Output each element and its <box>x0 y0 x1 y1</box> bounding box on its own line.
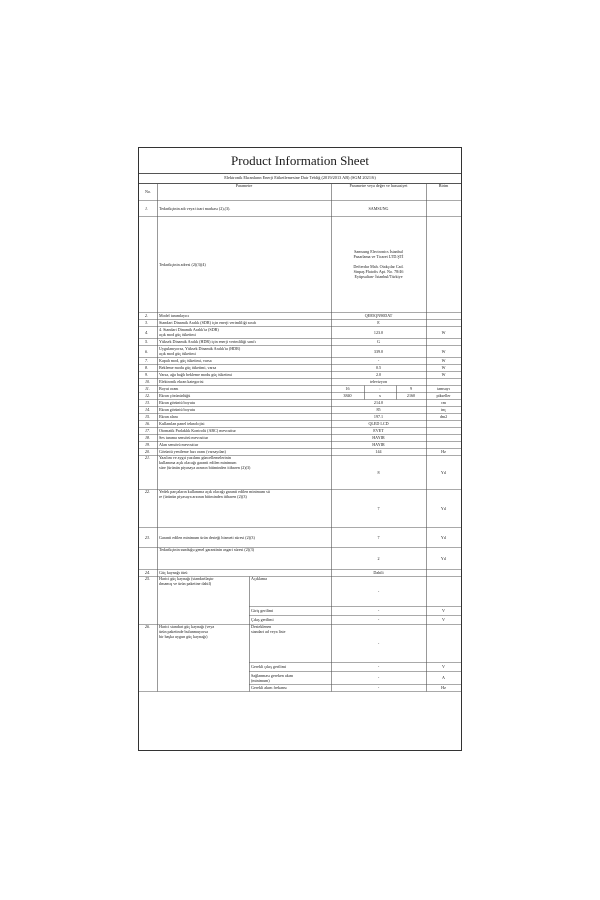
row-unit-text: Hz <box>441 449 446 454</box>
row-label <box>157 427 333 434</box>
row-unit-text: tamsayı <box>437 386 450 391</box>
row-label <box>157 527 333 547</box>
sub-row-value <box>331 662 426 671</box>
sub-row-unit <box>426 576 461 606</box>
row-value <box>331 527 426 547</box>
row-value <box>331 345 426 357</box>
row-number-text: 23. <box>145 534 151 540</box>
sub-row-value <box>331 671 426 684</box>
row-number-text: 20. <box>145 449 151 454</box>
header-value <box>331 183 426 200</box>
row-unit <box>426 413 461 420</box>
row-label <box>157 200 333 216</box>
row-unit <box>426 345 461 357</box>
parameter-table <box>139 183 461 751</box>
row-label <box>157 569 333 576</box>
row-unit <box>426 312 461 319</box>
row-label-text: Güç kaynağı türü <box>159 570 188 575</box>
row-label <box>157 378 333 385</box>
row-value <box>331 312 426 319</box>
row-unit-text: Yıl <box>440 505 447 511</box>
row-unit <box>426 216 461 312</box>
row-value-text: 214.0 <box>373 400 384 405</box>
row-value <box>331 455 426 489</box>
sub-row-label-text: Sağlanması gereken akım (minimum) <box>251 672 294 683</box>
row-value <box>331 427 426 434</box>
row-unit-text: dm2 <box>439 414 448 419</box>
row-value-text: E <box>377 320 380 325</box>
row-label-text: Standart Dinamik Aralık (SDR) için enerji verimliliği sınıfı <box>159 320 257 325</box>
row-unit-text: Yıl <box>440 469 447 475</box>
row-unit <box>426 434 461 441</box>
row-unit <box>426 406 461 413</box>
row-value-text: televizyon <box>369 379 388 384</box>
row-number-text: 1. <box>145 205 149 211</box>
row-value-part <box>396 385 426 392</box>
row-unit-text: W <box>441 358 446 363</box>
row-label <box>157 326 333 338</box>
row-unit <box>426 319 461 326</box>
sub-row-value-text: - <box>377 608 380 613</box>
row-value-part-text: x <box>378 393 382 398</box>
row-unit <box>426 441 461 448</box>
row-label <box>157 392 333 399</box>
row-label-text: Garanti edilen minimum ürün desteği hizmeti süresi (2)(3) <box>159 534 255 540</box>
sub-row-value <box>331 606 426 615</box>
row-label-text: Uygulanıyorsa, Yüksek Dinamik Aralık'ta (HDR) açık mod güç tüketimi <box>159 346 241 356</box>
row-label <box>157 371 333 378</box>
row-value <box>331 399 426 406</box>
row-label <box>157 489 333 527</box>
row-unit <box>426 326 461 338</box>
row-unit <box>426 547 461 569</box>
row-label-text: Model tanımlayıcı <box>159 313 190 318</box>
row-label <box>157 624 251 691</box>
row-unit <box>426 427 461 434</box>
row-label-text: Ekran çözünürlüğü <box>159 393 191 398</box>
row-value-part <box>331 385 364 392</box>
row-number-text: 26. <box>145 624 151 629</box>
row-value-text: 339.0 <box>373 348 384 354</box>
row-label <box>157 547 333 569</box>
row-label-text: Kullanılan panel teknolojisi <box>159 421 205 426</box>
row-number-text: 2. <box>145 313 149 318</box>
row-label <box>157 385 333 392</box>
row-value <box>331 569 426 576</box>
sub-row-value <box>331 576 426 606</box>
row-label <box>157 576 251 624</box>
row-value-part-text: 2160 <box>406 393 416 398</box>
row-value-text: Dahili <box>373 570 384 575</box>
row-unit-text: inç <box>440 407 446 412</box>
row-label-text: Boyut oranı <box>159 386 179 391</box>
sub-row-label <box>249 606 333 615</box>
row-value-part <box>364 392 396 399</box>
sub-row-label-text: Gerekli akım frekansı <box>251 685 287 690</box>
sub-row-unit-text: V <box>442 617 445 622</box>
row-unit <box>426 357 461 364</box>
row-value <box>331 441 426 448</box>
sub-row-value-text: - <box>377 664 380 669</box>
row-label-text: Harici güç kaynağı (standartlaştır ılmamış ve ürün paketine dahil) <box>159 576 214 586</box>
row-value <box>331 338 426 345</box>
sub-row-unit <box>426 662 461 671</box>
row-value-text: 7 <box>377 534 380 540</box>
sub-row-value-text: - <box>377 675 380 680</box>
row-number-text: 18. <box>145 435 151 440</box>
row-unit <box>426 448 461 455</box>
row-value <box>331 434 426 441</box>
row-value <box>331 448 426 455</box>
row-label <box>157 420 333 427</box>
row-unit-text: W <box>441 348 446 354</box>
row-unit-text: pikseller <box>436 393 451 398</box>
sub-row-label-text: Çıkış gerilimi <box>251 617 274 622</box>
row-value <box>331 319 426 326</box>
header-unit-text: Birim <box>438 183 449 188</box>
row-value <box>331 489 426 527</box>
sub-row-unit-text: V <box>442 664 445 669</box>
row-number-text: 8. <box>145 365 149 370</box>
sheet-title: Product Information Sheet <box>139 148 461 174</box>
sub-row-value <box>331 615 426 624</box>
row-number-text: 5. <box>145 339 149 344</box>
sub-row-unit <box>426 671 461 684</box>
row-label-text: Elektronik ekran kategorisi <box>159 379 204 384</box>
sub-row-unit <box>426 615 461 624</box>
row-value <box>331 364 426 371</box>
sub-row-value <box>331 624 426 662</box>
row-unit <box>426 392 461 399</box>
row-value-text: 0.5 <box>375 365 382 370</box>
row-value-text: QE85QN90DAT <box>364 313 393 318</box>
sub-row-label <box>249 615 333 624</box>
row-unit-text: Yıl <box>440 555 447 561</box>
regulation-line: Elektronik Ekranların Enerji Etiketlemesine Dair Tebliğ (2019/2013 AB) (SGM 2021/6) <box>139 173 461 184</box>
row-unit <box>426 489 461 527</box>
row-value-text: - <box>377 358 380 363</box>
sub-row-label <box>249 576 333 606</box>
row-value <box>331 357 426 364</box>
row-value-text: Samsung Electronics İstanbul Pazarlama ve Ticaret LTD.ŞTİ Defterdar Mah. Otakçılar Cad. Sinpaş Flatofis Apt. No. 78/46 Eyüpsultan- İstanbul/Türkiye <box>353 249 404 279</box>
row-value-part <box>331 392 364 399</box>
row-value-text: HAYIR <box>372 435 385 440</box>
row-value <box>331 420 426 427</box>
row-label <box>157 216 333 312</box>
sub-row-unit-text: A <box>442 675 445 680</box>
row-value-text: HAYIR <box>372 442 385 447</box>
row-label <box>157 413 333 420</box>
row-label-text: Ses tanıma sensörü mevcuttur <box>159 435 209 440</box>
row-label-text: Yüksek Dinamik Aralık (HDR) için enerji verimliliği sınıfı <box>159 339 256 344</box>
row-value-text: 8 <box>377 469 380 475</box>
row-unit-text: W <box>441 372 446 377</box>
row-number-text: 19. <box>145 442 151 447</box>
row-label-text: Tedarikçinin adı veya ticari markası (2),(3). <box>159 205 231 211</box>
sub-row-label-text: Gerekli çıkış gerilimi <box>251 664 287 669</box>
row-label-text: Harici standart güç kaynağı (veya ürün paketinde bulunmuyorsa bir başka uygun güç kaynağı) <box>159 624 215 639</box>
row-unit <box>426 338 461 345</box>
row-unit <box>426 364 461 371</box>
row-value-text: 7 <box>377 505 380 511</box>
row-unit <box>426 378 461 385</box>
row-number-text: 16. <box>145 421 151 426</box>
sub-row-unit <box>426 624 461 662</box>
row-label <box>157 364 333 371</box>
row-value-part-text: 16 <box>345 386 350 391</box>
row-unit <box>426 527 461 547</box>
row-label-text: Otomatik Parlaklık Kontrolü (ABC) mevcuttur <box>159 428 236 433</box>
header-parameter-text: Parametre <box>235 183 253 188</box>
sub-row-value <box>331 684 426 691</box>
row-label <box>157 399 333 406</box>
row-unit-text: W <box>441 329 446 335</box>
row-label-text: Bekleme modu güç tüketimi, varsa <box>159 365 217 370</box>
row-value-text: 85 <box>376 407 381 412</box>
row-number-text: 9. <box>145 372 149 377</box>
row-value <box>331 371 426 378</box>
row-number-text: 10. <box>145 379 151 384</box>
sub-row-label <box>249 624 333 662</box>
row-value <box>331 216 426 312</box>
row-value <box>331 406 426 413</box>
row-value <box>331 200 426 216</box>
row-value-text: 144 <box>375 449 382 454</box>
row-unit <box>426 200 461 216</box>
row-label-text: Tedarikçinin sunduğu genel garantinin asgari süresi (2)(3) <box>159 547 254 552</box>
row-label-text: Yazılım ve aygıt yazılımı güncellemelerinin kullanıma açık olacağı garanti edilen minimum süre (ürünün piyasaya arzının bitiminden itibaren (2)(3) <box>159 455 251 470</box>
row-unit <box>426 455 461 489</box>
row-number-text: 7. <box>145 358 149 363</box>
sub-row-value-text: - <box>377 588 380 594</box>
row-value-part-text: 3840 <box>343 393 352 398</box>
row-number-text: 14. <box>145 407 151 412</box>
sub-row-unit-text: Hz <box>441 685 446 690</box>
row-number-text: 13. <box>145 400 151 405</box>
row-number-text: 21. <box>145 455 151 460</box>
row-value-text: EVET <box>373 428 384 433</box>
row-value-text: 2 <box>377 555 380 561</box>
row-unit <box>426 385 461 392</box>
row-value-part <box>396 392 426 399</box>
row-label-text: Alan sensörü mevcuttur <box>159 442 199 447</box>
row-value-text: 197.1 <box>373 414 384 419</box>
row-label <box>157 448 333 455</box>
row-label-text: Ekran alanı <box>159 414 178 419</box>
row-number-text: 22. <box>145 489 151 494</box>
header-no-text: No. <box>144 189 152 194</box>
row-unit <box>426 371 461 378</box>
row-number-text: 11. <box>145 386 150 391</box>
row-unit <box>426 399 461 406</box>
sub-row-label <box>249 671 333 684</box>
row-value <box>331 413 426 420</box>
sub-row-value-text: - <box>377 640 380 646</box>
sub-row-label-text: Açıklama <box>251 576 267 581</box>
row-label <box>157 345 333 357</box>
sub-row-label <box>249 662 333 671</box>
row-label <box>157 441 333 448</box>
row-value <box>331 378 426 385</box>
row-label-text: 4. Standart Dinamik Aralık'ta (SDR) açık mod güç tüketimi <box>159 327 219 337</box>
row-value <box>331 547 426 569</box>
row-value-part <box>364 385 396 392</box>
row-label-text: Ekran görüntü boyutu <box>159 407 195 412</box>
row-number-text: 4. <box>145 329 149 335</box>
row-number-text: 17. <box>145 428 151 433</box>
row-number-text: 3. <box>145 320 149 325</box>
row-label <box>157 312 333 319</box>
row-label-text: Ekran görüntü boyutu <box>159 400 195 405</box>
sub-row-unit <box>426 684 461 691</box>
row-label <box>157 434 333 441</box>
product-information-sheet <box>138 147 462 751</box>
row-label-text: Tedarikçinin adresi (2)(3)(4) <box>159 261 206 267</box>
row-number-text: 6. <box>145 348 149 354</box>
row-unit-text: Yıl <box>440 534 447 540</box>
row-number-text: 12. <box>145 393 151 398</box>
row-value <box>331 326 426 338</box>
row-value-part-text: 9 <box>409 386 413 391</box>
row-label <box>157 338 333 345</box>
row-label-text: Görüntü yenileme hızı oranı (varsayılan) <box>159 449 226 454</box>
row-number-text: 15. <box>145 414 151 419</box>
row-label <box>157 319 333 326</box>
row-value-text: 2.0 <box>375 372 382 377</box>
row-value-part-text: : <box>379 386 381 391</box>
header-parameter <box>157 183 331 200</box>
row-number-text: 24. <box>145 570 151 575</box>
row-label-text: Kapalı mod, güç tüketimi, varsa <box>159 358 212 363</box>
row-unit <box>426 569 461 576</box>
sub-row-label-text: Giriş gerilimi <box>251 608 274 613</box>
sub-row-label-text: Desteklenen standart ad veya liste <box>251 624 286 634</box>
row-unit <box>426 420 461 427</box>
sub-row-unit-text: V <box>442 608 445 613</box>
row-value-text: 123.0 <box>373 329 384 335</box>
sub-row-label <box>249 684 333 691</box>
row-unit-text: cm <box>440 400 446 405</box>
header-unit <box>426 183 461 200</box>
row-label <box>157 455 333 489</box>
row-label <box>157 357 333 364</box>
row-unit-text: W <box>441 365 446 370</box>
row-value-text: QLED LCD <box>368 421 389 426</box>
header-no <box>139 183 157 200</box>
sub-row-unit <box>426 606 461 615</box>
sub-row-value-text: - <box>377 617 380 622</box>
row-value-text: G <box>377 339 380 344</box>
row-label-text: Yedek parçaların kullanıma açık olacağı garanti edilen minimum sü re (ürünün piyasaya arzının bitiminden itibaren (2)(3) <box>159 489 270 499</box>
row-label <box>157 406 333 413</box>
sub-row-value-text: - <box>377 685 380 690</box>
row-number-text: 25. <box>145 576 151 581</box>
row-label-text: Varsa, ağa bağlı bekleme modu güç tüketimi <box>159 372 232 377</box>
row-value-text: SAMSUNG <box>368 205 389 211</box>
header-value-text: Parametre veya değer ve hassasiyet <box>349 183 408 188</box>
